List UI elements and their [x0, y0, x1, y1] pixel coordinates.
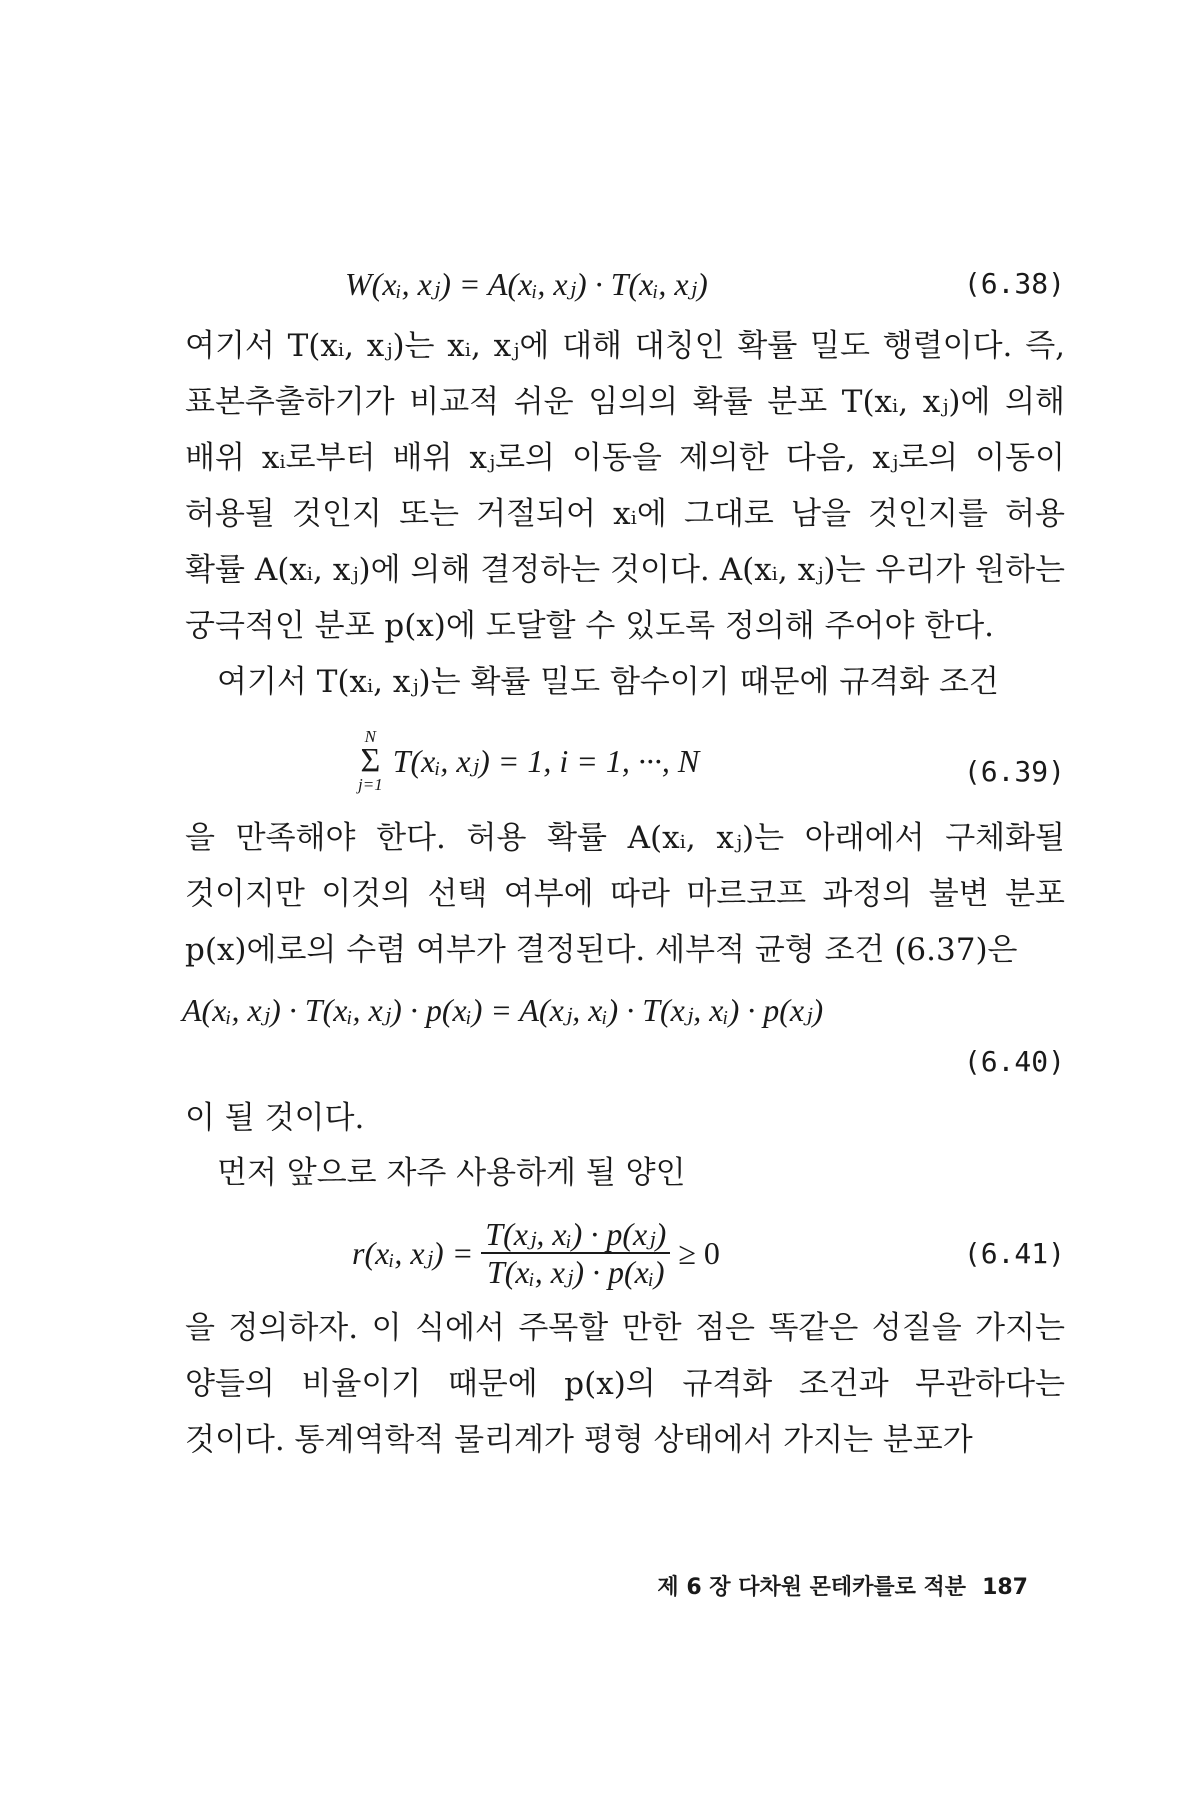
fraction-denominator: T(xᵢ, xⱼ) · p(xᵢ)	[486, 1254, 665, 1290]
equation-number-6-40: (6.40)	[963, 1045, 1065, 1078]
equation-6-39	[358, 728, 699, 794]
paragraph-5: 먼저 앞으로 자주 사용하게 될 양인	[217, 1155, 686, 1191]
summation-symbol	[358, 728, 383, 794]
fraction	[481, 1218, 670, 1288]
page-footer	[657, 1570, 1028, 1601]
sum-lower-limit: j=1	[358, 775, 383, 794]
paragraph-3: 을 만족해야 한다. 허용 확률 A(xᵢ, xⱼ)는 아래에서 구체화될 것이지만 이것의 선택 여부에 따라 마르코프 과정의 불변 분포 p(x)에로의 수렴 여부가 결정된다. 세부적 균형 조건 (6.37)은	[185, 820, 1065, 968]
chapter-title: 제 6 장 다차원 몬테카를로 적분	[657, 1575, 967, 1600]
equation-6-39-body: T(xᵢ, xⱼ) = 1, i = 1, ···, N	[392, 743, 700, 779]
equation-6-41	[352, 1218, 720, 1288]
equation-number-6-38: (6.38)	[963, 267, 1065, 300]
equation-6-41-lhs: r(xᵢ, xⱼ) =	[352, 1235, 474, 1271]
sum-sigma: Σ	[360, 742, 381, 779]
fraction-numerator: T(xⱼ, xᵢ) · p(xⱼ)	[481, 1218, 670, 1254]
equation-6-38: W(xᵢ, xⱼ) = A(xᵢ, xⱼ) · T(xᵢ, xⱼ)	[345, 266, 708, 302]
page-number: 187	[982, 1575, 1028, 1600]
equation-6-40: A(xᵢ, xⱼ) · T(xᵢ, xⱼ) · p(xᵢ) = A(xⱼ, xᵢ) · T(xⱼ, xᵢ) · p(xⱼ)	[182, 992, 824, 1028]
sum-upper-limit: N	[364, 727, 377, 746]
paragraph-1: 여기서 T(xᵢ, xⱼ)는 xᵢ, xⱼ에 대해 대칭인 확률 밀도 행렬이다. 즉, 표본추출하기가 비교적 쉬운 임의의 확률 분포 T(xᵢ, xⱼ)에 의해 배위 xᵢ로부터 배위 xⱼ로의 이동을 제의한 다음, xⱼ로의 이동이 허용될 것인지 또는 거절되어 xᵢ에 그대로 남을 것인지를 허용 확률 A(xᵢ, xⱼ)에 의해 결정하는 것이다. A(xᵢ, xⱼ)는 우리가 원하는 궁극적인 분포 p(x)에 도달할 수 있도록 정의해 주어야 한다.	[185, 328, 1065, 644]
paragraph-4: 이 될 것이다.	[185, 1100, 365, 1136]
equation-number-6-39: (6.39)	[963, 755, 1065, 788]
paragraph-6: 을 정의하자. 이 식에서 주목할 만한 점은 똑같은 성질을 가지는 양들의 비율이기 때문에 p(x)의 규격화 조건과 무관하다는 것이다. 통계역학적 물리계가 평형 상태에서 가지는 분포가	[185, 1310, 1065, 1458]
paragraph-2: 여기서 T(xᵢ, xⱼ)는 확률 밀도 함수이기 때문에 규격화 조건	[217, 664, 999, 700]
equation-6-41-rhs: ≥ 0	[678, 1235, 720, 1271]
equation-number-6-41: (6.41)	[963, 1237, 1065, 1270]
